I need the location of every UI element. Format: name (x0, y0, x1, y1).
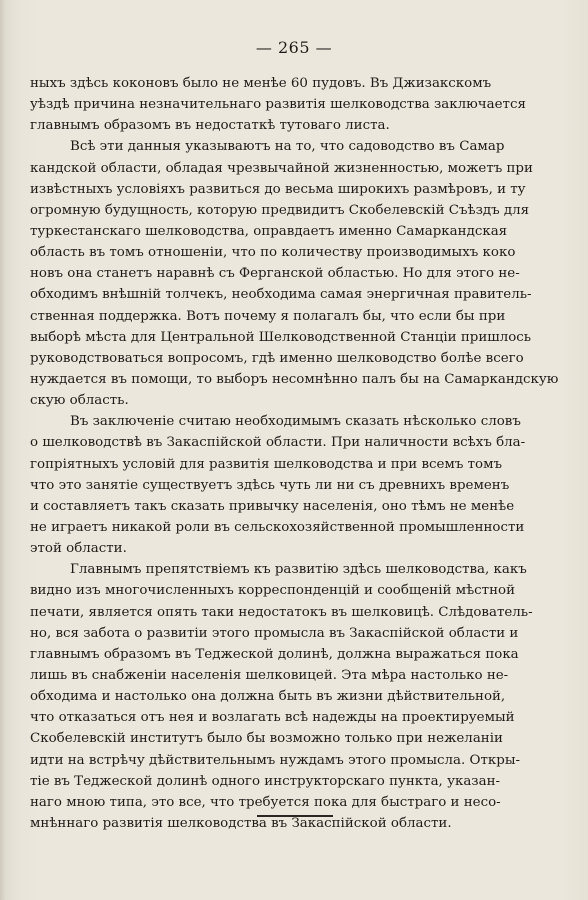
text-line: но, вся забота о развитіи этого промысла въ Закаспійской области и (30, 625, 519, 641)
end-rule (257, 815, 333, 817)
text-line: главнымъ образомъ въ Теджеской долинѣ, должна выражаться пока (30, 646, 519, 662)
text-line: обходимъ внѣшній толчекъ, необходима самая энергичная правитель- (30, 287, 532, 303)
text-line: извѣстныхъ условіяхъ развиться до весьма широкихъ размѣровъ, и ту (30, 181, 526, 197)
text-line: уѣздѣ причина незначительнаго развитія шелководства заключается (30, 97, 526, 113)
text-line: новъ она станетъ наравнѣ съ Ферганской областью. Но для этого не- (30, 266, 520, 282)
text-line: огромную будущность, которую предвидитъ Скобелевскій Съѣздъ для (30, 202, 530, 218)
text-line: тіе въ Теджеской долинѣ одного инструкторскаго пункта, указан- (30, 773, 501, 789)
text-line: главнымъ образомъ въ недостаткѣ тутоваго листа. (30, 118, 390, 134)
text-line: гопріятныхъ условій для развитія шелководства и при всемъ томъ (30, 456, 503, 472)
text-line: туркестанскаго шелководства, оправдаетъ именно Самаркандская (30, 223, 508, 239)
text-line: мнѣннаго развитія шелководства въ Закаспійской области. (30, 815, 452, 831)
text-line: и составляетъ такъ сказать привычку населенія, оно тѣмъ не менѣе (30, 498, 515, 514)
text-line: нуждается въ помощи, то выборъ несомнѣнно палъ бы на Самаркандскую (30, 371, 559, 387)
text-line: Главнымъ препятствіемъ къ развитію здѣсь шелководства, какъ (70, 562, 527, 578)
text-line: о шелководствѣ въ Закаспійской области. При наличности всѣхъ бла- (30, 435, 526, 451)
text-line: видно изъ многочисленныхъ корреспонденцій и сообщеній мѣстной (30, 583, 515, 599)
text-line: обходима и настолько она должна быть въ жизни дѣйствительной, (30, 689, 506, 705)
text-line: что это занятіе существуетъ здѣсь чуть ли ни съ древнихъ временъ (30, 477, 510, 493)
text-line: этой области. (30, 541, 127, 557)
text-line: Всѣ эти данныя указываютъ на то, что садоводство въ Самар (70, 139, 505, 155)
text-line: область въ томъ отношеніи, что по количеству производимыхъ коко (30, 245, 516, 261)
text-line: ственная поддержка. Вотъ почему я полагалъ бы, что если бы при (30, 308, 506, 324)
text-line: идти на встрѣчу дѣйствительнымъ нуждамъ этого промысла. Откры- (30, 752, 521, 768)
text-line: руководствоваться вопросомъ, гдѣ именно шелководство болѣе всего (30, 350, 524, 366)
text-line: лишь въ снабженіи населенія шелковицей. Эта мѣра настолько не- (30, 667, 509, 683)
text-line: Скобелевскій институтъ было бы возможно только при нежеланіи (30, 731, 503, 747)
text-line: наго мною типа, это все, что требуется пока для быстраго и несо- (30, 794, 501, 810)
text-line: выборѣ мѣста для Центральной Шелководственной Станціи пришлось (30, 329, 532, 345)
body-text (30, 73, 588, 834)
book-gutter (0, 0, 6, 900)
text-line: кандской области, обладая чрезвычайной жизненностью, можетъ при (30, 160, 533, 176)
text-line: что отказаться отъ нея и возлагать всѣ надежды на проектируемый (30, 710, 515, 726)
page-number: — 265 — (255, 38, 333, 57)
text-line: ныхъ здѣсь коконовъ было не менѣе 60 пудовъ. Въ Джизакскомъ (30, 76, 492, 91)
text-line: печати, является опять таки недостатокъ въ шелковицѣ. Слѣдователь- (30, 604, 533, 620)
text-line: скую область. (30, 393, 129, 409)
text-line: Въ заключеніе считаю необходимымъ сказать нѣсколько словъ (70, 414, 521, 430)
text-line: не играетъ никакой роли въ сельскохозяйственной промышленности (30, 519, 525, 535)
